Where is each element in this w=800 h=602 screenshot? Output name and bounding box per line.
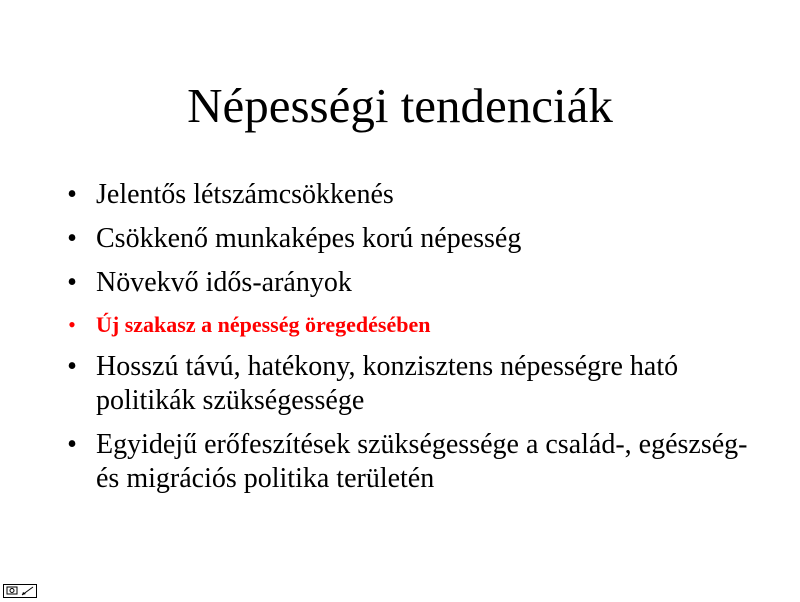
bullet-item [62, 350, 762, 418]
bullet-marker: • [67, 351, 77, 382]
bullet-text: Egyidejű erőfeszítések szükségessége a család-, egészség- és migrációs politika területén [96, 429, 748, 494]
bullet-marker: • [67, 179, 77, 210]
bullet-text: Növekvő idős-arányok [96, 267, 352, 298]
slide-title: Népességi tendenciák [187, 78, 613, 133]
bullet-marker: • [67, 223, 77, 254]
bullet-text: Új szakasz a népesség öregedésében [96, 312, 431, 337]
bullet-text: Csökkenő munkaképes korú népesség [96, 223, 522, 254]
bullet-item [62, 428, 762, 496]
bullet-item [62, 266, 762, 300]
slide-show-icon[interactable] [6, 586, 18, 596]
bullet-item [62, 222, 762, 256]
slide-show-nav-control[interactable] [3, 584, 37, 598]
bullet-text: Jelentős létszámcsökkenés [96, 179, 394, 210]
bullet-item [62, 178, 762, 212]
pen-annotation-icon[interactable] [21, 586, 35, 596]
bullet-marker: • [67, 267, 77, 298]
bullet-marker: • [67, 429, 77, 460]
bullet-list [62, 178, 762, 506]
bullet-text: Hosszú távú, hatékony, konzisztens népességre ható politikák szükségessége [96, 351, 679, 416]
bullet-marker: • [68, 312, 76, 337]
bullet-item-highlighted [62, 310, 762, 340]
